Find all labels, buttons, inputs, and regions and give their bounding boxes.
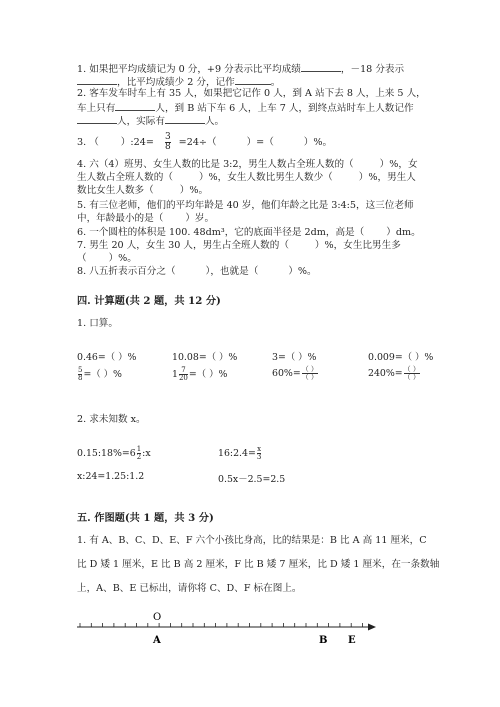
- calc-r1-c2: 10.08=（ ）%: [172, 352, 238, 363]
- q7-text-a: 7. 男生 20 人，女生 30 人，男生占全班人数的（: [77, 240, 289, 251]
- q6-text-b: ）dm。: [386, 227, 421, 238]
- q7-line1: [77, 239, 401, 252]
- q4-line3: [77, 184, 208, 197]
- frac-num: 1: [136, 445, 142, 453]
- q4-text-d: ）%，女生人数比男生人数少（: [198, 172, 333, 183]
- q4-text-e: ）%，男生人: [358, 172, 416, 183]
- frac-num: 7: [181, 366, 186, 374]
- point-label-a: A: [153, 635, 161, 646]
- calc-r2-c4: [368, 366, 421, 381]
- calc-r2-c1: [77, 366, 122, 382]
- calc-r2-c1-frac: [78, 367, 82, 382]
- calc-r1-c1: 0.46=（ ）%: [77, 352, 137, 363]
- q2-text-b: 车上只有: [77, 103, 116, 114]
- calc-r2-c1-rest: =（ ）%: [83, 369, 122, 380]
- frac-num: （ ）: [403, 365, 420, 373]
- section5-q1-line3: 上，A、B、E 已标出，请你将 C、D、F 标在图上。: [77, 583, 302, 594]
- q2-blank-1[interactable]: [115, 100, 155, 111]
- frac-num: 5: [78, 366, 83, 374]
- frac-num: （ ）: [301, 365, 318, 373]
- q3-text-e: ）%。: [303, 137, 333, 148]
- q5-line2: [77, 212, 214, 225]
- point-label-e: E: [348, 635, 356, 646]
- q4-line1: [77, 158, 418, 171]
- eq2-frac: [257, 446, 261, 461]
- q3-text-c: =24÷（: [178, 137, 217, 148]
- number-line: [0, 605, 500, 665]
- mixed-whole: 1: [172, 369, 178, 380]
- section4-q2-label: 2. 求未知数 x。: [77, 414, 146, 425]
- q6-text-a: 6. 一个圆柱的体积是 100. 48dm³，它的底面半径是 2dm，高是（: [77, 227, 365, 238]
- q7-text-b: ）%，女生比男生多: [314, 240, 401, 251]
- calc-r2-c3-frac: [302, 366, 318, 381]
- calc-r1-c4: 0.009=（ ）%: [368, 352, 434, 363]
- calc-r2-c3: [272, 366, 319, 381]
- q5-text-b: 中，年龄最小的是（: [77, 213, 164, 224]
- q3-line: [77, 133, 332, 152]
- frac-den: 20: [178, 374, 188, 382]
- equation-3: x:24=1.25:1.2: [77, 471, 145, 482]
- q8-text-b: ），也就是（: [205, 266, 259, 277]
- q2-blank-3[interactable]: [165, 113, 205, 124]
- equation-2: [218, 446, 262, 461]
- q4-text-g: ）%。: [179, 185, 209, 196]
- q1-blank-1[interactable]: [301, 61, 341, 72]
- q6-line: [77, 226, 421, 239]
- q2-text-c: 人，到 B 站下车 6 人，上车 7 人，到终点站时车上人数记作: [155, 103, 414, 114]
- eq2-text-a: 16:2.4=: [218, 448, 256, 459]
- equation-1: [77, 446, 151, 461]
- q5-text-c: ）岁。: [185, 213, 215, 224]
- q2-text-d: 人，实际有: [117, 116, 165, 127]
- section5-q1-line1: 1. 有 A、B、C、D、E、F 六个小孩比身高，比的结果是：B 比 A 高 11 厘米，C: [77, 535, 427, 546]
- q7-line2: [77, 252, 137, 265]
- frac-den: （ ）: [301, 373, 318, 381]
- q8-line: [77, 265, 317, 278]
- q4-text-a: 4. 六（4）班男、女生人数的比是 3:2，男生人数占全班人数的（: [77, 159, 354, 170]
- q8-text-a: 8. 八五折表示百分之（: [77, 266, 176, 277]
- calc-r2-c4-pre: 240%=: [368, 368, 403, 379]
- section5-heading: 五. 作图题(共 1 题，共 3 分): [77, 512, 214, 524]
- number-line-arrow: [368, 624, 376, 631]
- q3-fraction: [165, 133, 171, 152]
- calc-r2-c2: [172, 366, 227, 382]
- eq1-text-a: 0.15:18%=6: [77, 448, 136, 459]
- q4-text-c: 生人数占全班人数的（: [77, 172, 173, 183]
- calc-r1-c3: 3=（ ）%: [272, 352, 317, 363]
- point-label-b: B: [319, 635, 328, 646]
- section5-q1-line2: 比 D 矮 1 厘米，E 比 B 高 2 厘米，F 比 B 矮 7 厘米，比 D 矮 1 厘米，在一条数轴: [77, 559, 440, 570]
- frac-den: 3: [256, 453, 262, 461]
- q1-blank-2[interactable]: [77, 74, 117, 85]
- frac-den: 2: [136, 453, 142, 461]
- q4-text-f: 数比女生人数多（: [77, 185, 154, 196]
- q3-text-d: ）=（: [246, 137, 274, 148]
- calc-r2-c2-rest: =（ ）%: [188, 369, 228, 380]
- q3-frac-den: 8: [164, 142, 171, 152]
- q2-line3: [77, 113, 224, 128]
- q2-text-e: 人。: [204, 116, 225, 127]
- eq1-frac: [137, 446, 141, 461]
- q3-text-a: 3. （: [77, 137, 99, 148]
- q1-text-a: 1. 如果把平均成绩记为 0 分，+9 分表示比平均成绩: [77, 64, 301, 75]
- section4-heading: 四. 计算题(共 2 题，共 12 分): [77, 295, 221, 307]
- q1-text-d: 。: [270, 77, 281, 88]
- frac-den: 8: [78, 374, 83, 382]
- number-line-ticks: [80, 623, 363, 627]
- equation-4: 0.5x－2.5=2.5: [218, 474, 286, 485]
- frac-den: （ ）: [403, 373, 420, 381]
- frac-num: x: [257, 445, 262, 453]
- q2-line1: 2. 客车发车时车上有 35 人，如果把它记作 0 人，到 A 站下去 8 人，上来 5 人，: [77, 88, 426, 99]
- q3-frac-num: 3: [164, 132, 171, 142]
- eq1-text-b: :x: [142, 448, 151, 459]
- q4-line2: [77, 171, 416, 184]
- calc-r2-c2-frac: [179, 367, 188, 382]
- calc-r2-c4-frac: [404, 366, 420, 381]
- q1-text-b: ，－18 分表示: [340, 64, 405, 75]
- q8-text-c: ）%。: [288, 266, 317, 277]
- q7-text-c: （: [77, 253, 87, 264]
- origin-label: O: [153, 612, 162, 623]
- q2-blank-2[interactable]: [77, 113, 117, 124]
- q7-text-d: ）%。: [108, 253, 137, 264]
- q4-text-b: ）%，女: [379, 159, 418, 170]
- q1-blank-3[interactable]: [235, 74, 271, 85]
- section4-q1-label: 1. 口算。: [77, 318, 118, 329]
- q3-text-b: ）:24=: [120, 137, 154, 148]
- q1-text-c: ，比平均成绩少 2 分，记作: [117, 77, 235, 88]
- q5-line1: 5. 有三位老师，他们的平均年龄是 40 岁，他们年龄之比是 3:4:5，这三位老师: [77, 200, 414, 211]
- calc-r2-c3-pre: 60%=: [272, 368, 301, 379]
